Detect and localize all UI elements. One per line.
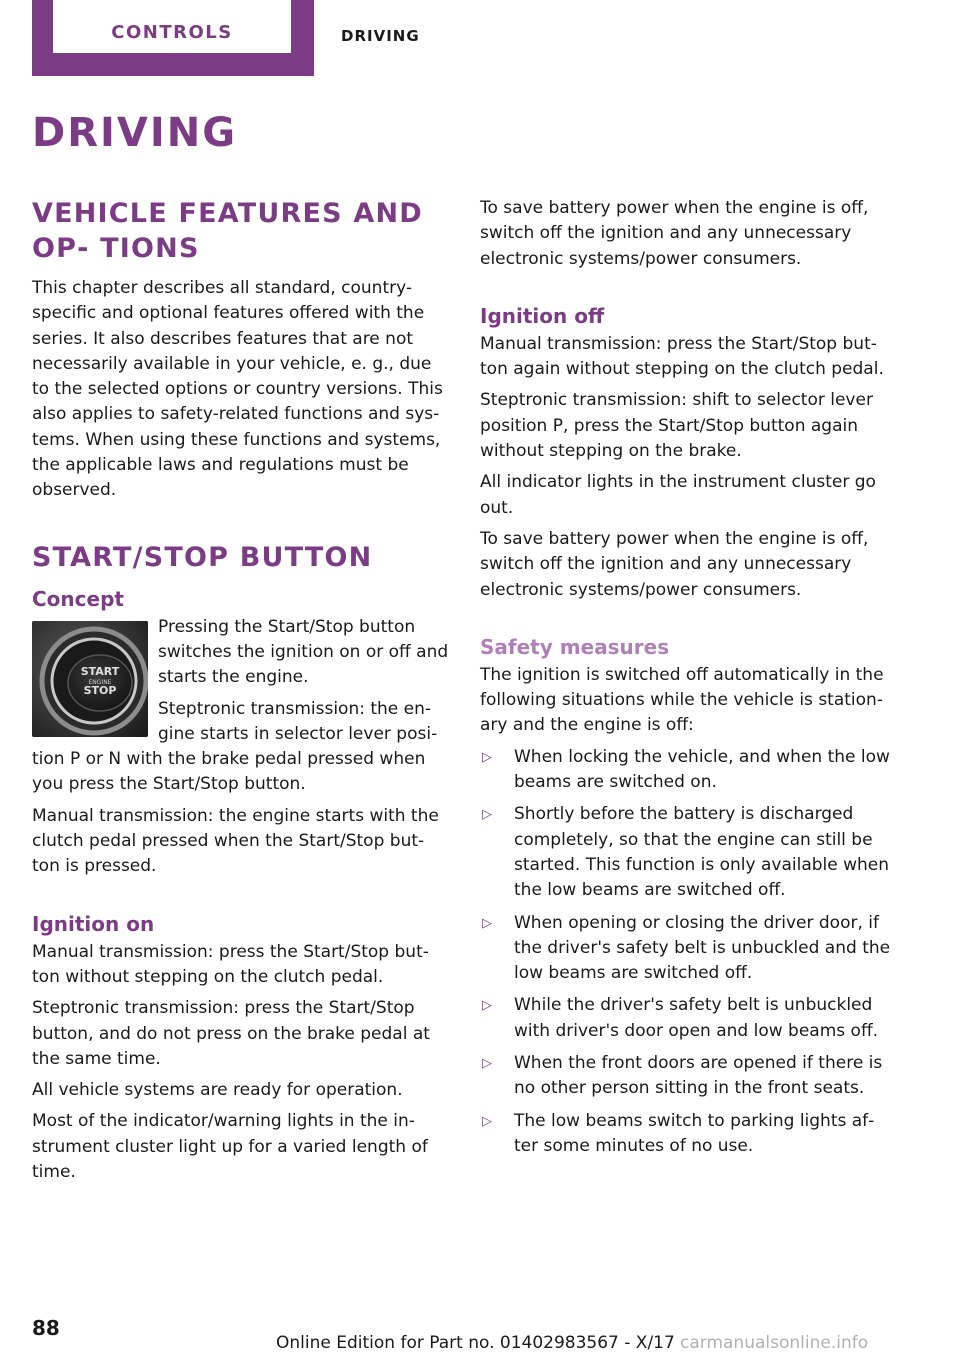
ignition-off-paragraph-1: Manual transmission: press the Start/Stop but‐ ton again without stepping on the clutch pedal. [480,333,884,380]
list-item [480,802,900,903]
ignition-off-paragraph-3: All indicator lights in the instrument cluster go out. [480,472,876,518]
section-title-vehicle-features: VEHICLE FEATURES AND OP‐ TIONS [32,198,423,264]
footer-edition: Online Edition for Part no. 01402983567 - X/17 [276,1333,675,1353]
right-column [480,196,900,1166]
button-img-start: START [80,664,120,678]
ignition-on-paragraph-3: All vehicle systems are ready for operation. [32,1080,403,1101]
triangle-bullet-icon: ▷ [482,998,492,1014]
button-img-stop: STOP [83,683,117,697]
list-item [480,1109,900,1160]
list-item-text: The low beams switch to parking lights af‐ ter some minutes of no use. [514,1110,875,1156]
triangle-bullet-icon: ▷ [482,807,492,823]
concept-paragraph-3: Manual transmission: the engine starts with the clutch pedal pressed when the Start/Stop but‐ ton is pressed. [32,805,439,877]
tab-controls-inner [53,0,291,53]
ignition-on-paragraph-1: Manual transmission: press the Start/Stop but‐ ton without stepping on the clutch pedal. [32,941,429,987]
subsection-title-ignition-on: Ignition on [32,911,155,936]
ignition-on-paragraph-2: Steptronic transmission: press the Start/Stop button, and do not press on the brake pedal at the same time. [32,998,430,1069]
tab-controls-label: CONTROLS [111,22,233,43]
list-item-text: When opening or closing the driver door, if the driver's safety belt is unbuckled and the low beams are switched off. [514,912,891,984]
list-item-text: When the front doors are opened if there is no other person sitting in the front seats. [514,1053,883,1099]
ignition-off-paragraph-2: Steptronic transmission: shift to selector lever position P, press the Start/Stop button again without stepping on the brake. [480,390,873,462]
subsection-title-ignition-off: Ignition off [480,303,605,328]
tab-controls[interactable] [32,0,314,76]
triangle-bullet-icon: ▷ [482,1113,492,1129]
safety-intro-paragraph: The ignition is switched off automatically in the following situations while the vehicle is station‐ ary and the engine is off: [480,664,884,736]
battery-intro-paragraph: To save battery power when the engine is off, switch off the ignition and any unnecessary electronic systems/power consumers. [480,198,869,269]
list-item-text: While the driver's safety belt is unbuckled with driver's door open and low beams off. [514,995,879,1041]
list-item [480,911,900,987]
tab-driving[interactable]: DRIVING [341,27,420,45]
concept-paragraph-1: Pressing the Start/Stop button switches the ignition on or off and starts the engine. [158,616,449,688]
left-column [32,196,452,1191]
concept-paragraph-2: Steptronic transmission: the en‐ gine starts in selector lever posi‐ tion P or N with the brake pedal pressed when you press the Start/Stop button. [32,698,438,795]
ignition-on-paragraph-4: Most of the indicator/warning lights in the in‐ strument cluster light up for a varied length of time. [32,1111,428,1183]
header-tab-bar [0,0,960,76]
list-item-text: When locking the vehicle, and when the low beams are switched on. [514,746,890,793]
list-item [480,1051,900,1102]
subsection-title-concept: Concept [32,586,124,611]
triangle-bullet-icon: ▷ [482,915,492,931]
ignition-off-paragraph-4: To save battery power when the engine is off, switch off the ignition and any unnecessary electronic systems/power consumers. [480,528,869,600]
triangle-bullet-icon: ▷ [482,749,492,765]
features-paragraph: This chapter describes all standard, country-specific and optional features offered with the series. It also describes features that are not necessarily available in your vehicle, e. g., due to the selected options or country versions. This also applies to safety-related functions and sys‐ tems. When using these functions and systems, the applicable laws and regulations must be observed. [32,278,443,501]
safety-bullet-list [480,745,900,1159]
page-number: 88 [32,1316,60,1340]
chapter-title: DRIVING [32,110,238,156]
subsection-title-safety: Safety measures [480,634,670,659]
start-stop-button-image [32,621,148,737]
start-stop-button-picture [32,621,148,737]
section-title-start-stop: START/STOP BUTTON [32,541,373,573]
button-img-engine: ENGINE [88,678,112,686]
list-item [480,993,900,1044]
footer-site-watermark: carmanualsonline.info [680,1333,869,1353]
concept-block [32,615,452,880]
list-item-text: Shortly before the battery is discharged completely, so that the engine can still be started. This function is only available when the low beams are switched off. [514,804,890,901]
triangle-bullet-icon: ▷ [482,1056,492,1072]
list-item [480,745,900,796]
